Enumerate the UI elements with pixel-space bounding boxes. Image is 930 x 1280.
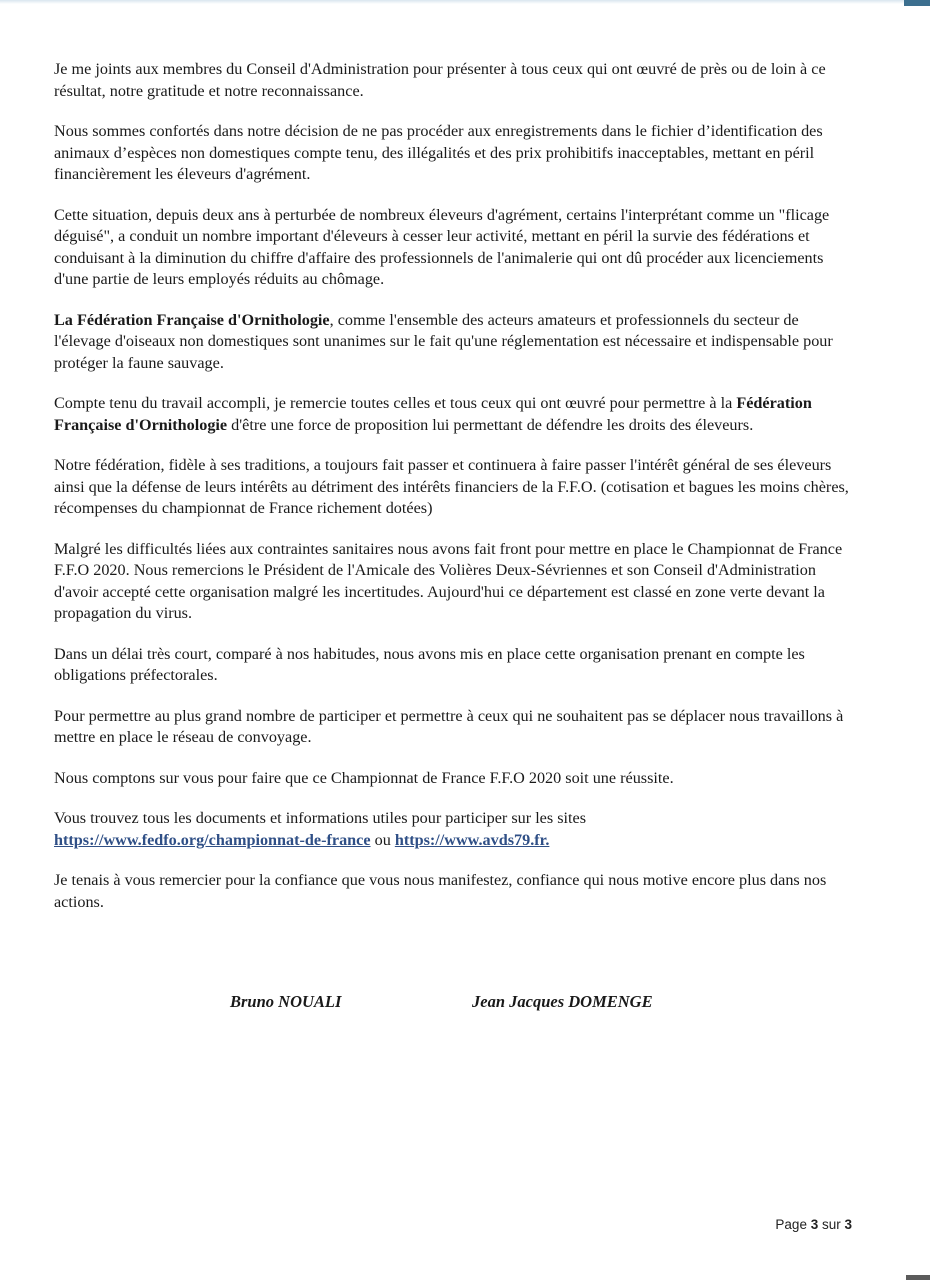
paragraph-thanks-work-rest: d'être une force de proposition lui permettant de défendre les droits des éleveurs. <box>227 415 754 434</box>
paragraph-federation-regulation <box>54 310 854 375</box>
paragraph-registration-decision: Nous sommes confortés dans notre décision de ne pas procéder aux enregistrements dans le fichier d’identification des animaux d’espèces non domestiques compte tenu, des illégalités et des prix prohibitifs inacceptables, mettant en péril financièrement les éleveurs d'agrément. <box>54 122 823 183</box>
paragraph-websites-text: Vous trouvez tous les documents et informations utiles pour participer sur les sites <box>54 809 586 827</box>
paragraph-websites <box>54 808 854 851</box>
paragraph-situation: Cette situation, depuis deux ans à perturbée de nombreux éleveurs d'agrément, certains l'interprétant comme un "flicage déguisé", a conduit un nombre important d'éleveurs à cesser leur activité, mettant en péril la survie des fédérations et conduisant à la diminution du chiffre d'affaire des professionnels de l'animalerie qui ont dû procéder aux licenciements d'une partie de leurs employés réduits au chômage. <box>54 205 830 288</box>
scan-edge-corner <box>904 0 930 6</box>
scan-edge-top <box>0 0 930 4</box>
page-number <box>775 1217 852 1232</box>
scan-edge-corner-bottom <box>906 1275 930 1280</box>
paragraph-federation-regulation-text: , comme l'ensemble des acteurs amateurs et professionnels du secteur de l'élevage d'oiseaux non domestiques sont unanimes sur le fait qu'une réglementation est nécessaire et indispensable pour protéger la faune sauvage. <box>54 310 833 372</box>
paragraph-closing-thanks: Je tenais à vous remercier pour la confiance que vous nous manifestez, confiance qui nous motive encore plus dans nos actions. <box>54 871 827 911</box>
signature-right-name: Jean Jacques DOMENGE <box>472 992 653 1011</box>
link-fedfo-championship[interactable]: https://www.fedfo.org/championnat-de-france <box>54 830 371 849</box>
federation-name-bold: La Fédération Française d'Ornithologie <box>54 310 330 329</box>
signature-left-name: Bruno NOUALI <box>230 992 342 1011</box>
link-separator: ou <box>370 830 395 849</box>
paragraph-short-delay: Dans un délai très court, comparé à nos habitudes, nous avons mis en place cette organisation prenant en compte les obligations préfectorales. <box>54 644 805 684</box>
page-separator: sur <box>818 1217 845 1232</box>
paragraph-success: Nous comptons sur vous pour faire que ce Championnat de France F.F.O 2020 soit une réussite. <box>54 768 674 787</box>
paragraph-gratitude: Je me joints aux membres du Conseil d'Administration pour présenter à tous ceux qui ont œuvré de près ou de loin à ce résultat, notre gratitude et notre reconnaissance. <box>54 60 826 100</box>
paragraph-championship-setup: Malgré les difficultés liées aux contraintes sanitaires nous avons fait front pour mettre en place le Championnat de France F.F.O 2020. Nous remercions le Président de l'Amicale des Volières Deux-Sévriennes et son Conseil d'Administration d'avoir accepté cette organisation malgré les incertitudes. Aujourd'hui ce département est classé en zone verte devant la propagation du virus. <box>54 539 843 622</box>
paragraph-thanks-work <box>54 393 854 436</box>
link-avds79[interactable]: https://www.avds79.fr. <box>394 830 550 849</box>
letter-body <box>54 59 854 932</box>
paragraph-thanks-work-start: Compte tenu du travail accompli, je remercie toutes celles et tous ceux qui ont œuvré pour permettre à la <box>54 394 737 412</box>
page-total: 3 <box>844 1217 852 1232</box>
federation-name-bold-2: Fédération Française d'Ornithologie <box>54 394 812 434</box>
page-prefix: Page <box>775 1217 811 1232</box>
paragraph-traditions: Notre fédération, fidèle à ses traditions, a toujours fait passer et continuera à faire passer l'intérêt général de ses éleveurs ainsi que la défense de leurs intérêts au détriment des intérêts financiers de la F.F.O. (cotisation et bagues les moins chères, récompenses du championnat de France richement dotées) <box>54 456 849 517</box>
paragraph-convoy: Pour permettre au plus grand nombre de participer et permettre à ceux qui ne souhaitent pas se déplacer nous travaillons à mettre en place le réseau de convoyage. <box>54 706 844 746</box>
page-current: 3 <box>810 1217 819 1232</box>
